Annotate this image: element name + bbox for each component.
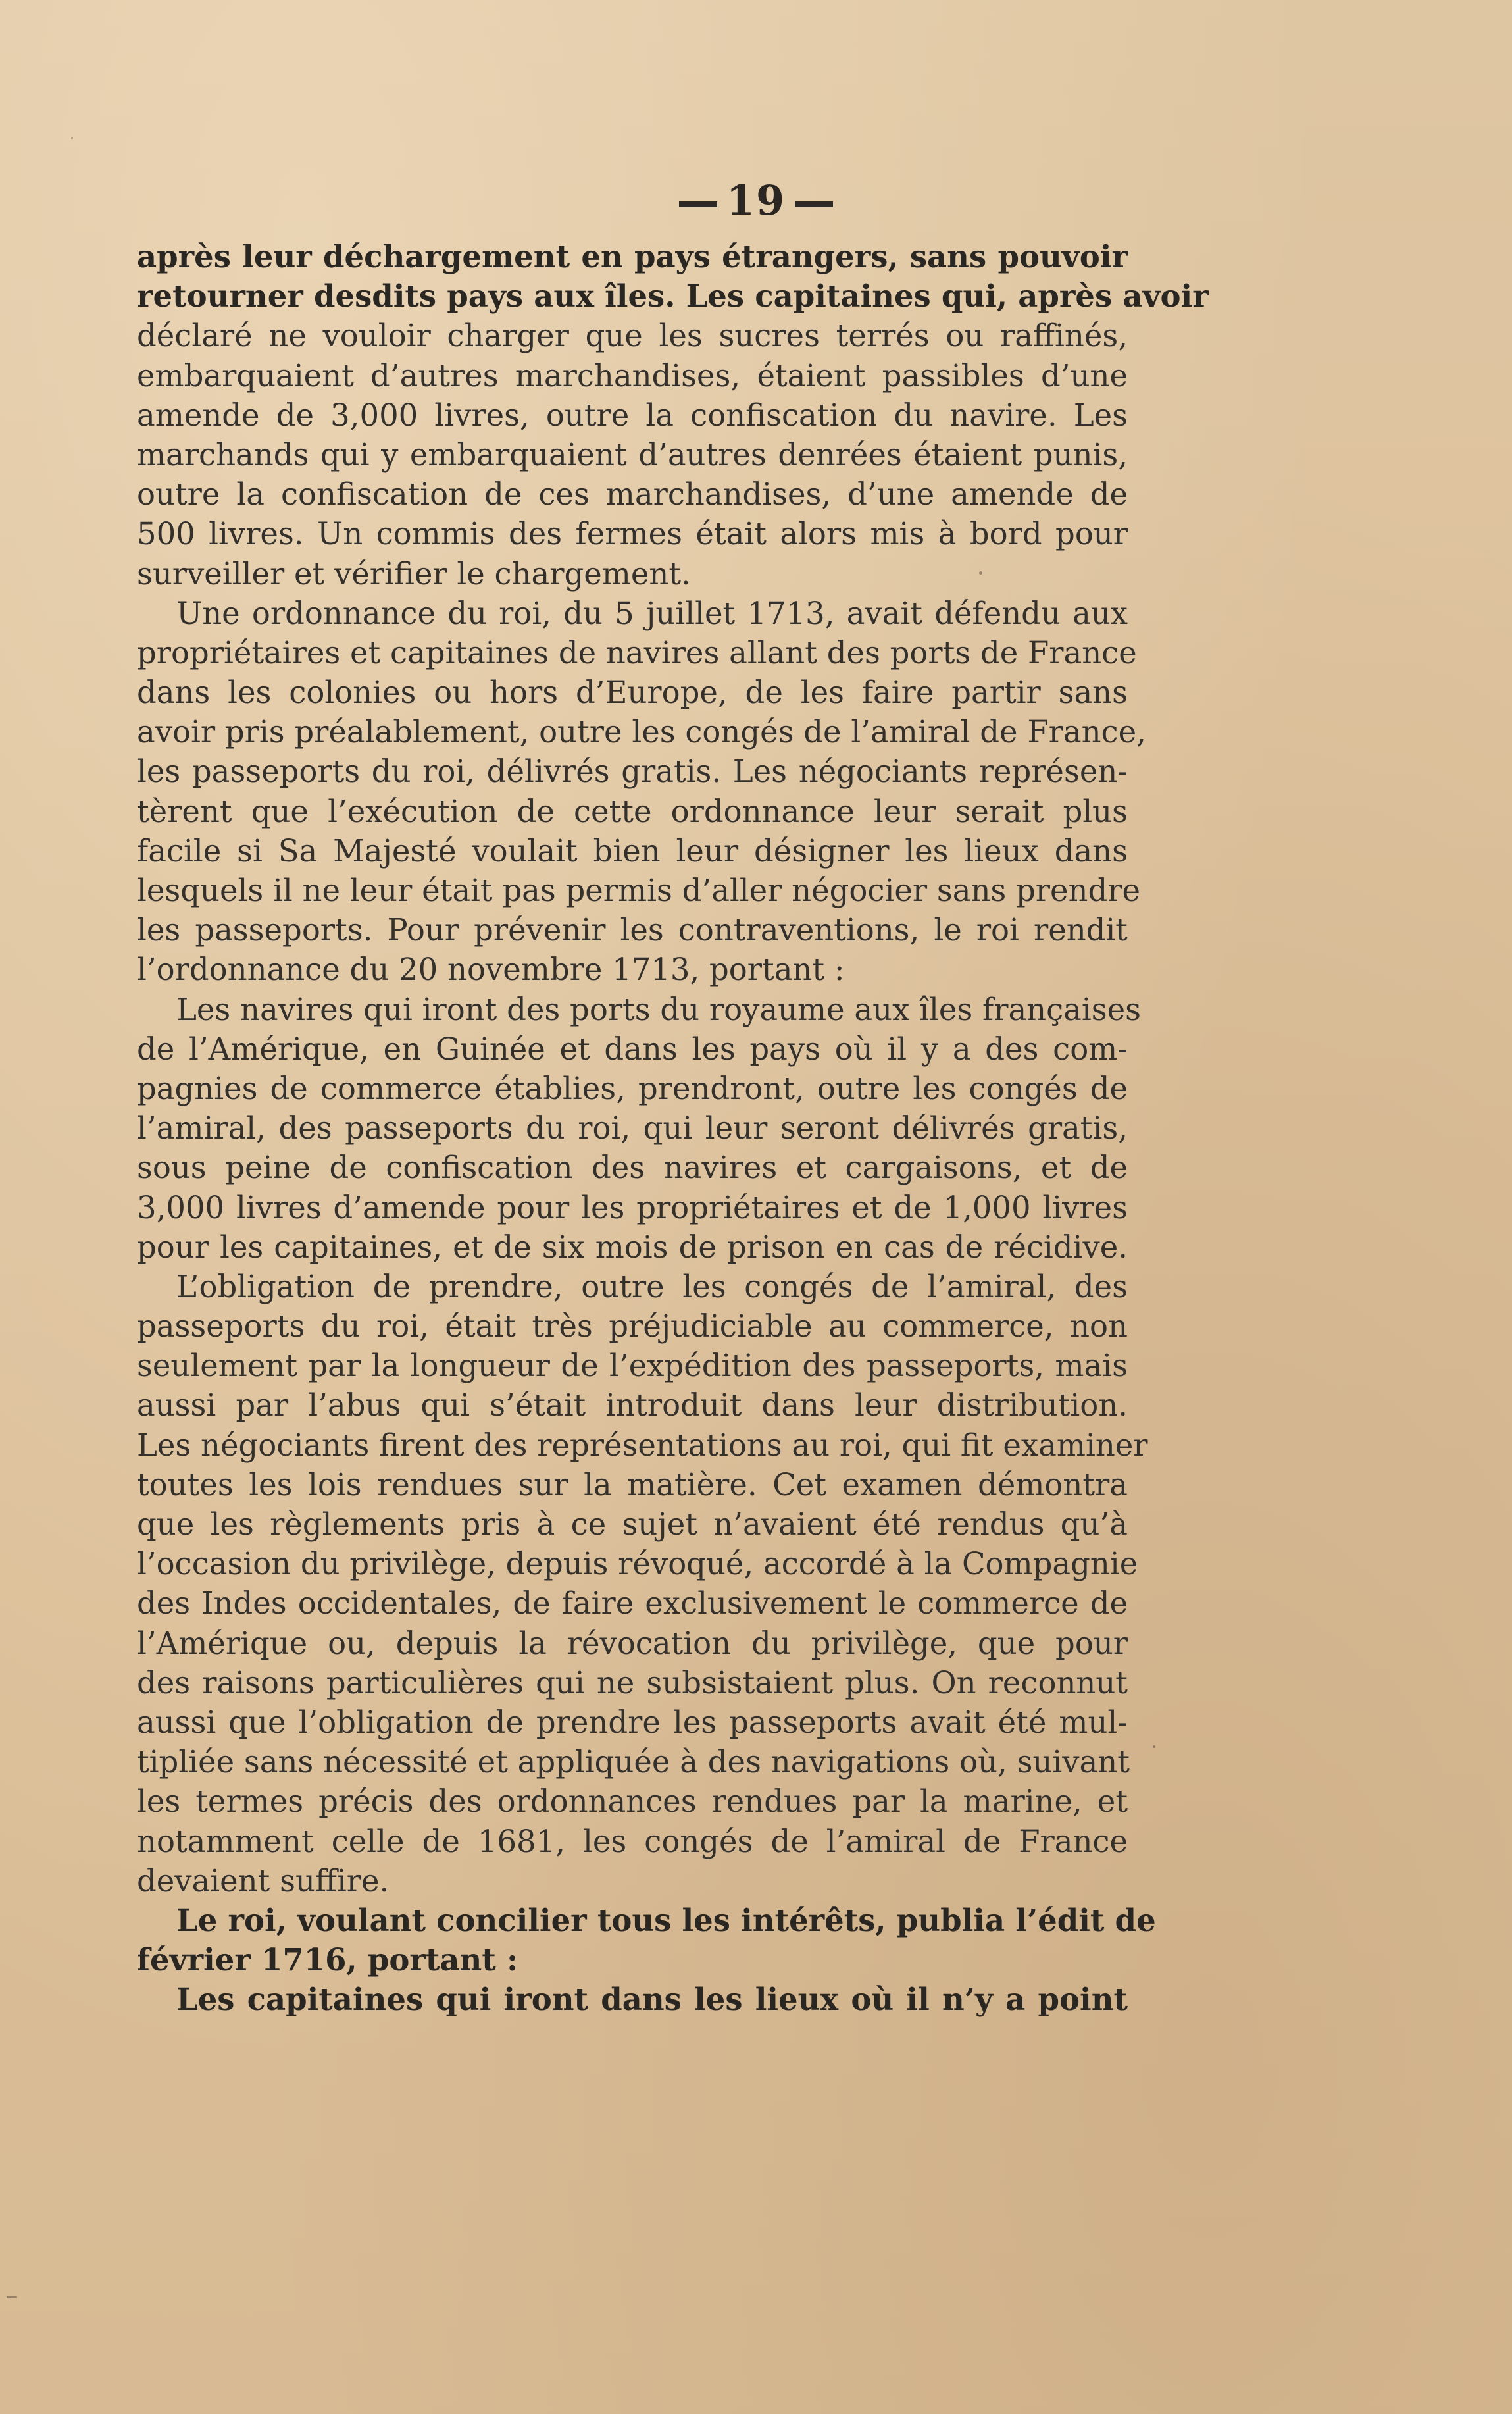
text-line: que les règlements pris à ce sujet n’avaient été rendus qu’à	[137, 1506, 1128, 1542]
text-line: retourner desdits pays aux îles. Les capitaines qui, après avoir	[137, 278, 1209, 315]
text-line: après leur déchargement en pays étrangers, sans pouvoir	[137, 238, 1128, 274]
text-line: Les capitaines qui iront dans les lieux où il n’y a point	[176, 1981, 1128, 2018]
text-line: passeports du roi, était très préjudiciable au commerce, non	[137, 1308, 1128, 1345]
text-line: toutes les lois rendues sur la matière. Cet examen démontra	[137, 1466, 1128, 1502]
page-number-dash-left	[679, 201, 717, 207]
text-line: devaient suffire.	[137, 1862, 390, 1899]
paper-speck	[979, 571, 982, 575]
text-line: les passeports du roi, délivrés gratis. Les négociants représen-	[137, 754, 1128, 790]
text-line: facile si Sa Majesté voulait bien leur désigner les lieux dans	[137, 833, 1128, 869]
text-line: déclaré ne vouloir charger que les sucres terrés ou raffinés,	[137, 318, 1128, 354]
body-text	[137, 237, 1209, 2019]
text-line: février 1716, portant :	[137, 1941, 518, 1978]
text-line: surveiller et vérifier le chargement.	[137, 555, 691, 592]
text-line: Les négociants firent des représentations au roi, qui fit examiner	[137, 1427, 1148, 1463]
page-number	[0, 176, 1512, 224]
text-line: des Indes occidentales, de faire exclusivement le commerce de	[137, 1585, 1128, 1622]
text-line: embarquaient d’autres marchandises, étaient passibles d’une	[137, 357, 1128, 394]
text-line: marchands qui y embarquaient d’autres denrées étaient punis,	[137, 436, 1128, 473]
text-line: Le roi, voulant concilier tous les intérêts, publia l’édit de	[176, 1901, 1156, 1938]
paper-speck	[7, 2296, 17, 2298]
paper-speck	[71, 137, 73, 139]
text-line: tipliée sans nécessité et appliquée à des navigations où, suivant	[137, 1744, 1130, 1780]
text-line: de l’Amérique, en Guinée et dans les pays où il y a des com-	[137, 1031, 1128, 1067]
text-line: dans les colonies ou hors d’Europe, de les faire partir sans	[137, 675, 1128, 711]
text-line: l’occasion du privilège, depuis révoqué, accordé à la Compagnie	[137, 1546, 1138, 1582]
page-number-value: 19	[726, 176, 786, 224]
text-line: notamment celle de 1681, les congés de l’amiral de France	[137, 1823, 1128, 1859]
text-line: pagnies de commerce établies, prendront, outre les congés de	[137, 1070, 1128, 1106]
text-line: propriétaires et capitaines de navires allant des ports de France	[137, 634, 1137, 671]
text-line: les termes précis des ordonnances rendues par la marine, et	[137, 1784, 1128, 1820]
text-line: Une ordonnance du roi, du 5 juillet 1713, avait défendu aux	[176, 595, 1128, 631]
text-line: 3,000 livres d’amende pour les propriétaires et de 1,000 livres	[137, 1189, 1128, 1225]
text-line: avoir pris préalablement, outre les congés de l’amiral de France,	[137, 714, 1146, 750]
text-line: aussi que l’obligation de prendre les passeports avait été mul-	[137, 1704, 1128, 1740]
text-line: aussi par l’abus qui s’était introduit dans leur distribution.	[137, 1387, 1128, 1424]
text-line: les passeports. Pour prévenir les contraventions, le roi rendit	[137, 912, 1128, 948]
text-line: pour les capitaines, et de six mois de prison en cas de récidive.	[137, 1229, 1128, 1265]
text-line: tèrent que l’exécution de cette ordonnance leur serait plus	[137, 793, 1128, 829]
text-line: des raisons particulières qui ne subsistaient plus. On reconnut	[137, 1664, 1128, 1701]
text-line: sous peine de confiscation des navires et cargaisons, et de	[137, 1150, 1128, 1186]
text-line: amende de 3,000 livres, outre la confiscation du navire. Les	[137, 397, 1128, 433]
paper-speck	[1153, 1745, 1155, 1748]
text-line: l’Amérique ou, depuis la révocation du privilège, que pour	[137, 1625, 1128, 1661]
text-line: 500 livres. Un commis des fermes était alors mis à bord pour	[137, 516, 1128, 552]
page-number-dash-right	[795, 201, 833, 207]
text-line: Les navires qui iront des ports du royaume aux îles françaises	[176, 991, 1141, 1027]
text-line: seulement par la longueur de l’expédition des passeports, mais	[137, 1348, 1128, 1384]
text-line: outre la confiscation de ces marchandises, d’une amende de	[137, 476, 1128, 513]
text-line: L’obligation de prendre, outre les congés de l’amiral, des	[176, 1268, 1128, 1304]
text-line: l’ordonnance du 20 novembre 1713, portant :	[137, 952, 845, 988]
text-line: l’amiral, des passeports du roi, qui leur seront délivrés gratis,	[137, 1110, 1128, 1146]
text-line: lesquels il ne leur était pas permis d’aller négocier sans prendre	[137, 873, 1141, 908]
